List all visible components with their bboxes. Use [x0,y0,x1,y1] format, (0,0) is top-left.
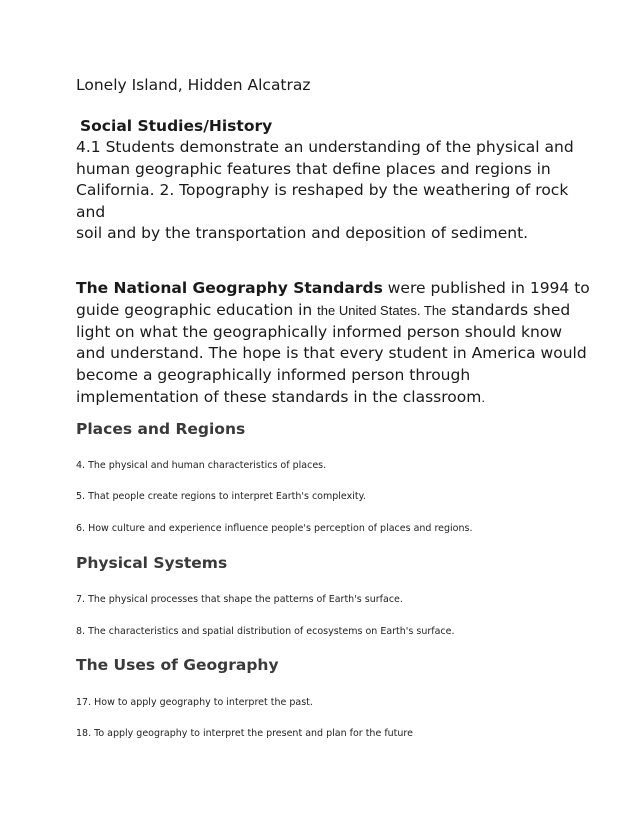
paragraph-text: standards shed [446,300,571,319]
national-standards-bold-lead: The National Geography Standards [76,279,383,297]
paragraph-line: soil and by the transportation and deposition of sediment. [76,224,529,242]
paragraph-line [76,278,590,300]
social-studies-heading: Social Studies/History [80,117,273,135]
national-standards-paragraph [76,278,590,409]
paragraph-line: and [76,202,106,221]
document-title: Lonely Island, Hidden Alcatraz [76,76,311,94]
paragraph-text: were published in 1994 to [382,279,590,297]
section-heading-physical-systems: Physical Systems [76,554,228,572]
list-item: 8. The characteristics and spatial distribution of ecosystems on Earth's surface. [76,626,455,637]
paragraph-line [76,387,576,409]
paragraph-text: implementation of these standards in the classroom [76,387,482,406]
section-heading-places-and-regions: Places and Regions [76,420,246,438]
paragraph-text: guide geographic education in [76,300,318,319]
list-item: 6. How culture and experience influence people's perception of places and regions. [76,523,473,534]
paragraph-text-small: the United States. The [317,302,447,318]
paragraph-line: California. 2. Topography is reshaped by the weathering of rock [76,181,569,199]
list-item: 5. That people create regions to interpret Earth's complexity. [76,491,366,502]
paragraph-line: 4.1 Students demonstrate an understanding of the physical and [76,138,574,156]
paragraph-line: become a geographically informed person through [76,366,471,385]
paragraph-text-small: . [481,389,485,405]
list-item: 7. The physical processes that shape the patterns of Earth's surface. [76,594,403,605]
paragraph-line: light on what the geographically informed person should know [76,322,563,341]
list-item: 4. The physical and human characteristics of places. [76,460,327,471]
social-studies-paragraph [76,137,576,245]
paragraph-line: and understand. The hope is that every student in America would [76,344,587,363]
section-heading-uses-of-geography: The Uses of Geography [76,656,279,674]
paragraph-line: human geographic features that define places and regions in [76,159,551,178]
list-item: 17. How to apply geography to interpret the past. [76,697,313,708]
paragraph-line [76,300,576,322]
list-item: 18. To apply geography to interpret the present and plan for the future [76,728,413,739]
